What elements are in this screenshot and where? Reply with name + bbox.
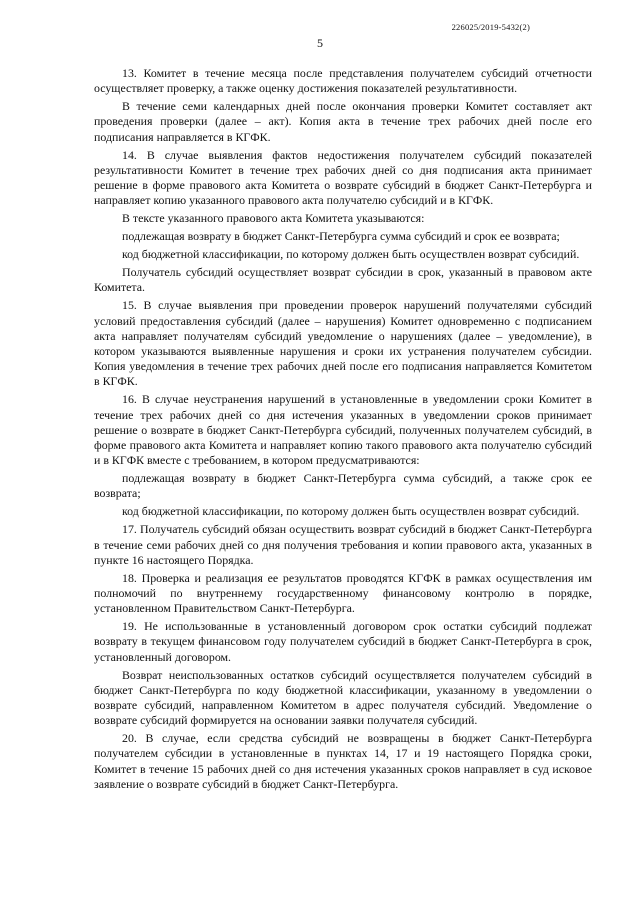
paragraph-17: 17. Получатель субсидий обязан осуществить возврат субсидий в бюджет Санкт-Петербурга в течение семи рабочих дней со дня получения требования и копии правового акта, указанных в пункте 16 настоящего Порядка.	[94, 522, 592, 567]
paragraph-16: 16. В случае неустранения нарушений в установленные в уведомлении сроки Комитет в течение трех рабочих дней со дня истечения указанных в уведомлении сроков принимает решение о возврате в бюджет Санкт-Петербурга субсидий, полученных получателем субсидий, в форме правового акта Комитета и направляет копию такого правового акта получателю субсидий и в КГФК вместе с требованием, в котором предусматриваются:	[94, 392, 592, 468]
paragraph-16-item-sum: подлежащая возврату в бюджет Санкт-Петербурга сумма субсидий, а также срок ее возврата;	[94, 471, 592, 501]
paragraph-18: 18. Проверка и реализация ее результатов проводятся КГФК в рамках осуществления им полномочий по внутреннему государственному финансовому контролю в порядке, установленном Правительством Санкт-Петербурга.	[94, 570, 592, 616]
paragraph-14-text-intro: В тексте указанного правового акта Комитета указываются:	[122, 211, 425, 226]
document-number: 226025/2019-5432(2)	[451, 22, 530, 32]
paragraph-13-act: В течение семи календарных дней после окончания проверки Комитет составляет акт проведения проверки (далее – акт). Копия акта в течение трех рабочих дней после его подписания направляется в КГФК.	[94, 99, 592, 144]
document-body	[94, 66, 592, 795]
paragraph-19-return: Возврат неиспользованных остатков субсидий осуществляется получателем субсидий в бюджет Санкт-Петербурга по коду бюджетной классификации, указанному в уведомлении о возврате субсидий, направленном Комитетом в адрес получателя субсидий. Уведомление о возврате субсидий формируется на основании заявки получателя субсидий.	[94, 667, 592, 728]
paragraph-14-item-code: код бюджетной классификации, по которому должен быть осуществлен возврат субсидий.	[122, 247, 580, 262]
paragraph-16-item-code: код бюджетной классификации, по которому должен быть осуществлен возврат субсидий.	[122, 504, 580, 519]
paragraph-13: 13. Комитет в течение месяца после представления получателем субсидий отчетности осуществляет проверку, а также оценку достижения показателей результативности.	[94, 66, 592, 96]
paragraph-14-item-sum: подлежащая возврату в бюджет Санкт-Петербурга сумма субсидий и срок ее возврата;	[122, 229, 560, 244]
paragraph-15: 15. В случае выявления при проведении проверок нарушений получателями субсидий условий предоставления субсидий (далее – нарушения) Комитет одновременно с подписанием акта направляет получателям субсидий уведомление о нарушениях (далее – уведомление), в котором указываются выявленные нарушения и сроки их устранения получателем субсидии. Копия уведомления в течение трех рабочих дней после его подписания направляется Комитетом в КГФК.	[94, 298, 592, 389]
page-number: 5	[317, 36, 323, 50]
paragraph-19: 19. Не использованные в установленный договором срок остатки субсидий подлежат возврату в текущем финансовом году получателем субсидий в бюджет Санкт-Петербурга в срок, установленный договором.	[94, 619, 592, 664]
paragraph-14: 14. В случае выявления фактов недостижения получателем субсидий показателей результативности Комитет в течение трех рабочих дней со дня подписания акта принимает решение в форме правового акта Комитета о возврате субсидий в бюджет Санкт-Петербурга и направляет копию указанного правового акта получателю субсидий и в КГФК.	[94, 147, 592, 208]
paragraph-20: 20. В случае, если средства субсидий не возвращены в бюджет Санкт-Петербурга получателем субсидии в установленные в пунктах 14, 17 и 19 настоящего Порядка сроки, Комитет в течение 15 рабочих дней со дня истечения указанных сроков направляет в суд исковое заявление о возврате субсидий в бюджет Санкт-Петербурга.	[94, 731, 592, 791]
paragraph-14-return: Получатель субсидий осуществляет возврат субсидии в срок, указанный в правовом акте Комитета.	[94, 265, 592, 295]
